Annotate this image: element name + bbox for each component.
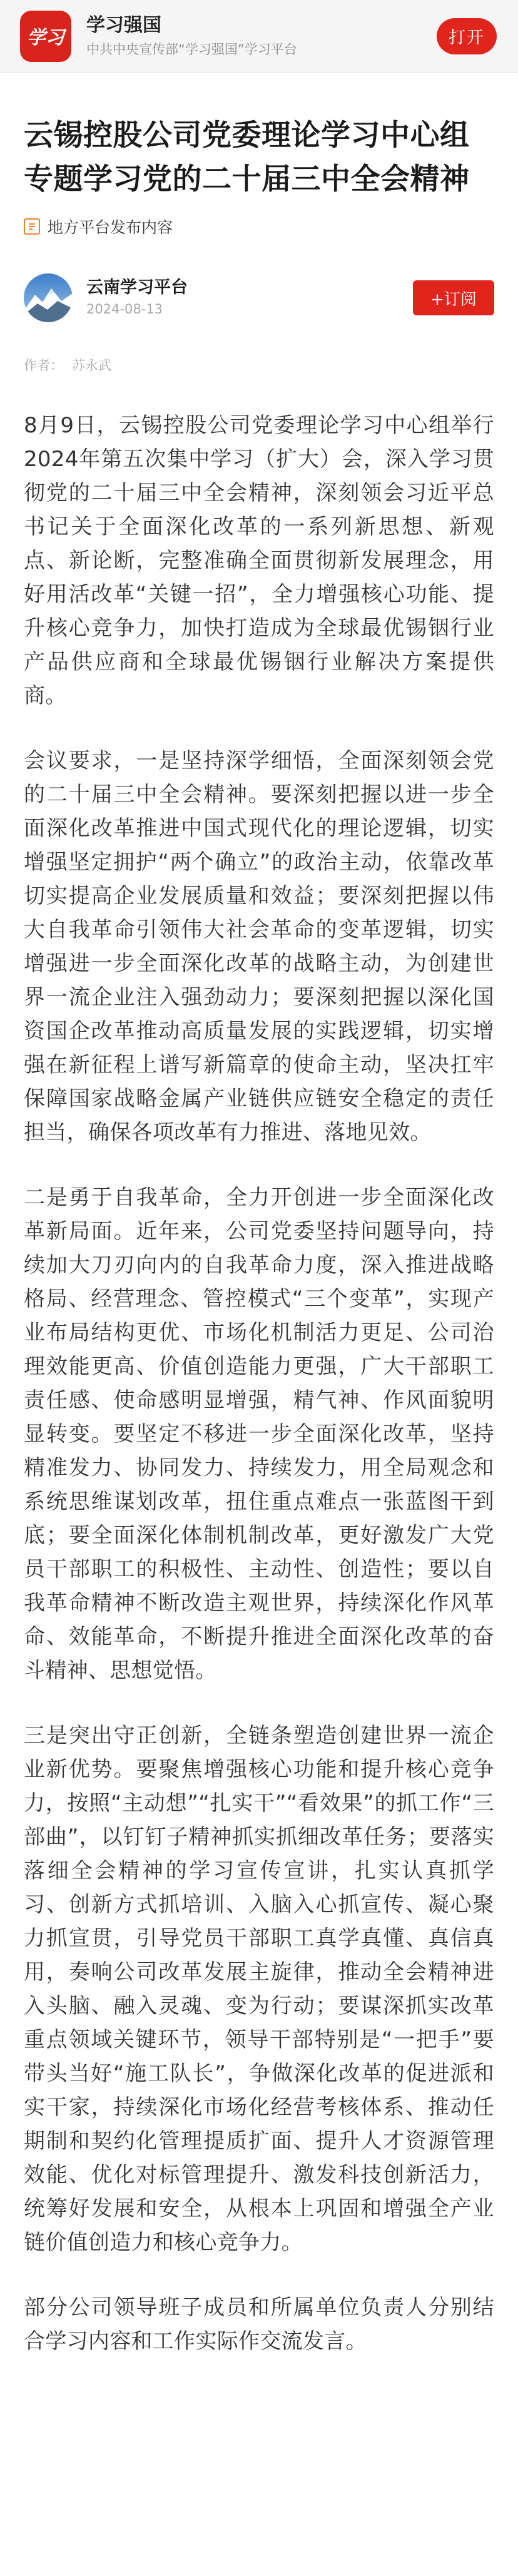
svg-text:学习: 学习	[27, 26, 64, 49]
paragraph: 8月9日，云锡控股公司党委理论学习中心组举行2024年第五次集中学习（扩大）会，深入学习贯彻党的二十届三中全会精神，深刻领会习近平总书记关于全面深化改革的一系列新思想、新观点、新论断，完整准确全面贯彻新发展理念，用好用活改革“关键一招”，全力增强核心功能、提升核心竞争力，加快打造成为全球最优锡铟行业产品供应商和全球最优锡铟行业解决方案提供商。	[24, 413, 494, 708]
publisher-name[interactable]: 云南学习平台	[86, 278, 188, 297]
article-body	[24, 409, 494, 2358]
author-name: 苏永武	[72, 358, 111, 373]
open-app-button[interactable]: 打开	[437, 18, 497, 54]
app-subtitle: 中共中央宣传部“学习强国”学习平台	[86, 41, 297, 57]
publish-date: 2024-08-13	[86, 302, 163, 317]
paragraph: 部分公司领导班子成员和所属单位负责人分别结合学习内容和工作实际作交流发言。	[24, 2295, 494, 2354]
publisher-info	[86, 277, 413, 319]
app-info	[86, 13, 437, 59]
author-label: 作者：	[24, 358, 63, 373]
subscribe-button[interactable]: +订阅	[413, 280, 494, 315]
document-icon	[24, 218, 40, 235]
source-line	[24, 215, 494, 238]
app-download-banner	[0, 0, 518, 73]
paragraph: 三是突出守正创新，全链条塑造创建世界一流企业新优势。要聚焦增强核心功能和提升核心竞争力，按照“主动想”“扎实干”“看效果”的抓工作“三部曲”，以钉钉子精神抓实抓细改革任务；要落实落细全会精神的学习宣传宣讲，扎实认真抓学习、创新方式抓培训、入脑入心抓宣传、凝心聚力抓宣贯，引导党员干部职工真学真懂、真信真用，奏响公司改革发展主旋律，推动全会精神进入头脑、融入灵魂、变为行动；要谋深抓实改革重点领域关键环节，领导干部特别是“一把手”要带头当好“施工队长”，争做深化改革的促进派和实干家，持续深化市场化经营考核体系、推动任期制和契约化管理提质扩面、提升人才资源管理效能、优化对标管理提升、激发科技创新活力，统筹好发展和安全，从根本上巩固和增强全产业链价值创造力和核心竞争力。	[24, 1723, 494, 2255]
mountain-avatar-icon	[24, 273, 73, 322]
app-logo[interactable]	[20, 11, 71, 62]
xuexi-logo-icon	[24, 19, 68, 54]
author-line	[24, 355, 494, 374]
publisher-avatar[interactable]	[24, 273, 73, 322]
article-title: 云锡控股公司党委理论学习中心组专题学习党的二十届三中全会精神	[24, 118, 470, 196]
paragraph: 二是勇于自我革命，全力开创进一步全面深化改革新局面。近年来，公司党委坚持问题导向，持续加大刀刃向内的自我革命力度，深入推进战略格局、经营理念、管控模式“三个变革”，实现产业布局结构更优、市场化机制活力更足、公司治理效能更高、价值创造能力更强，广大干部职工责任感、使命感明显增强，精气神、作风面貌明显转变。要坚定不移进一步全面深化改革，坚持精准发力、协同发力、持续发力，用全局观念和系统思维谋划改革，扭住重点难点一张蓝图干到底；要全面深化体制机制改革，更好激发广大党员干部职工的积极性、主动性、创造性；要以自我革命精神不断改造主观世界，持续深化作风革命、效能革命，不断提升推进全面深化改革的奋斗精神、思想觉悟。	[24, 1185, 494, 1683]
app-name: 学习强国	[86, 14, 161, 36]
article	[0, 114, 518, 2358]
source-label: 地方平台发布内容	[48, 218, 173, 237]
paragraph: 会议要求，一是坚持深学细悟，全面深刻领会党的二十届三中全会精神。要深刻把握以进一步全面深化改革推进中国式现代化的理论逻辑，切实增强坚定拥护“两个确立”的政治主动，依靠改革切实提高企业发展质量和效益；要深刻把握以伟大自我革命引领伟大社会革命的变革逻辑，切实增强进一步全面深化改革的战略主动，为创建世界一流企业注入强劲动力；要深刻把握以深化国资国企改革推动高质量发展的实践逻辑，切实增强在新征程上谱写新篇章的使命主动，坚决扛牢保障国家战略金属产业链供应链安全稳定的责任担当，确保各项改革有力推进、落地见效。	[24, 748, 494, 1145]
publisher-bar	[24, 273, 494, 323]
